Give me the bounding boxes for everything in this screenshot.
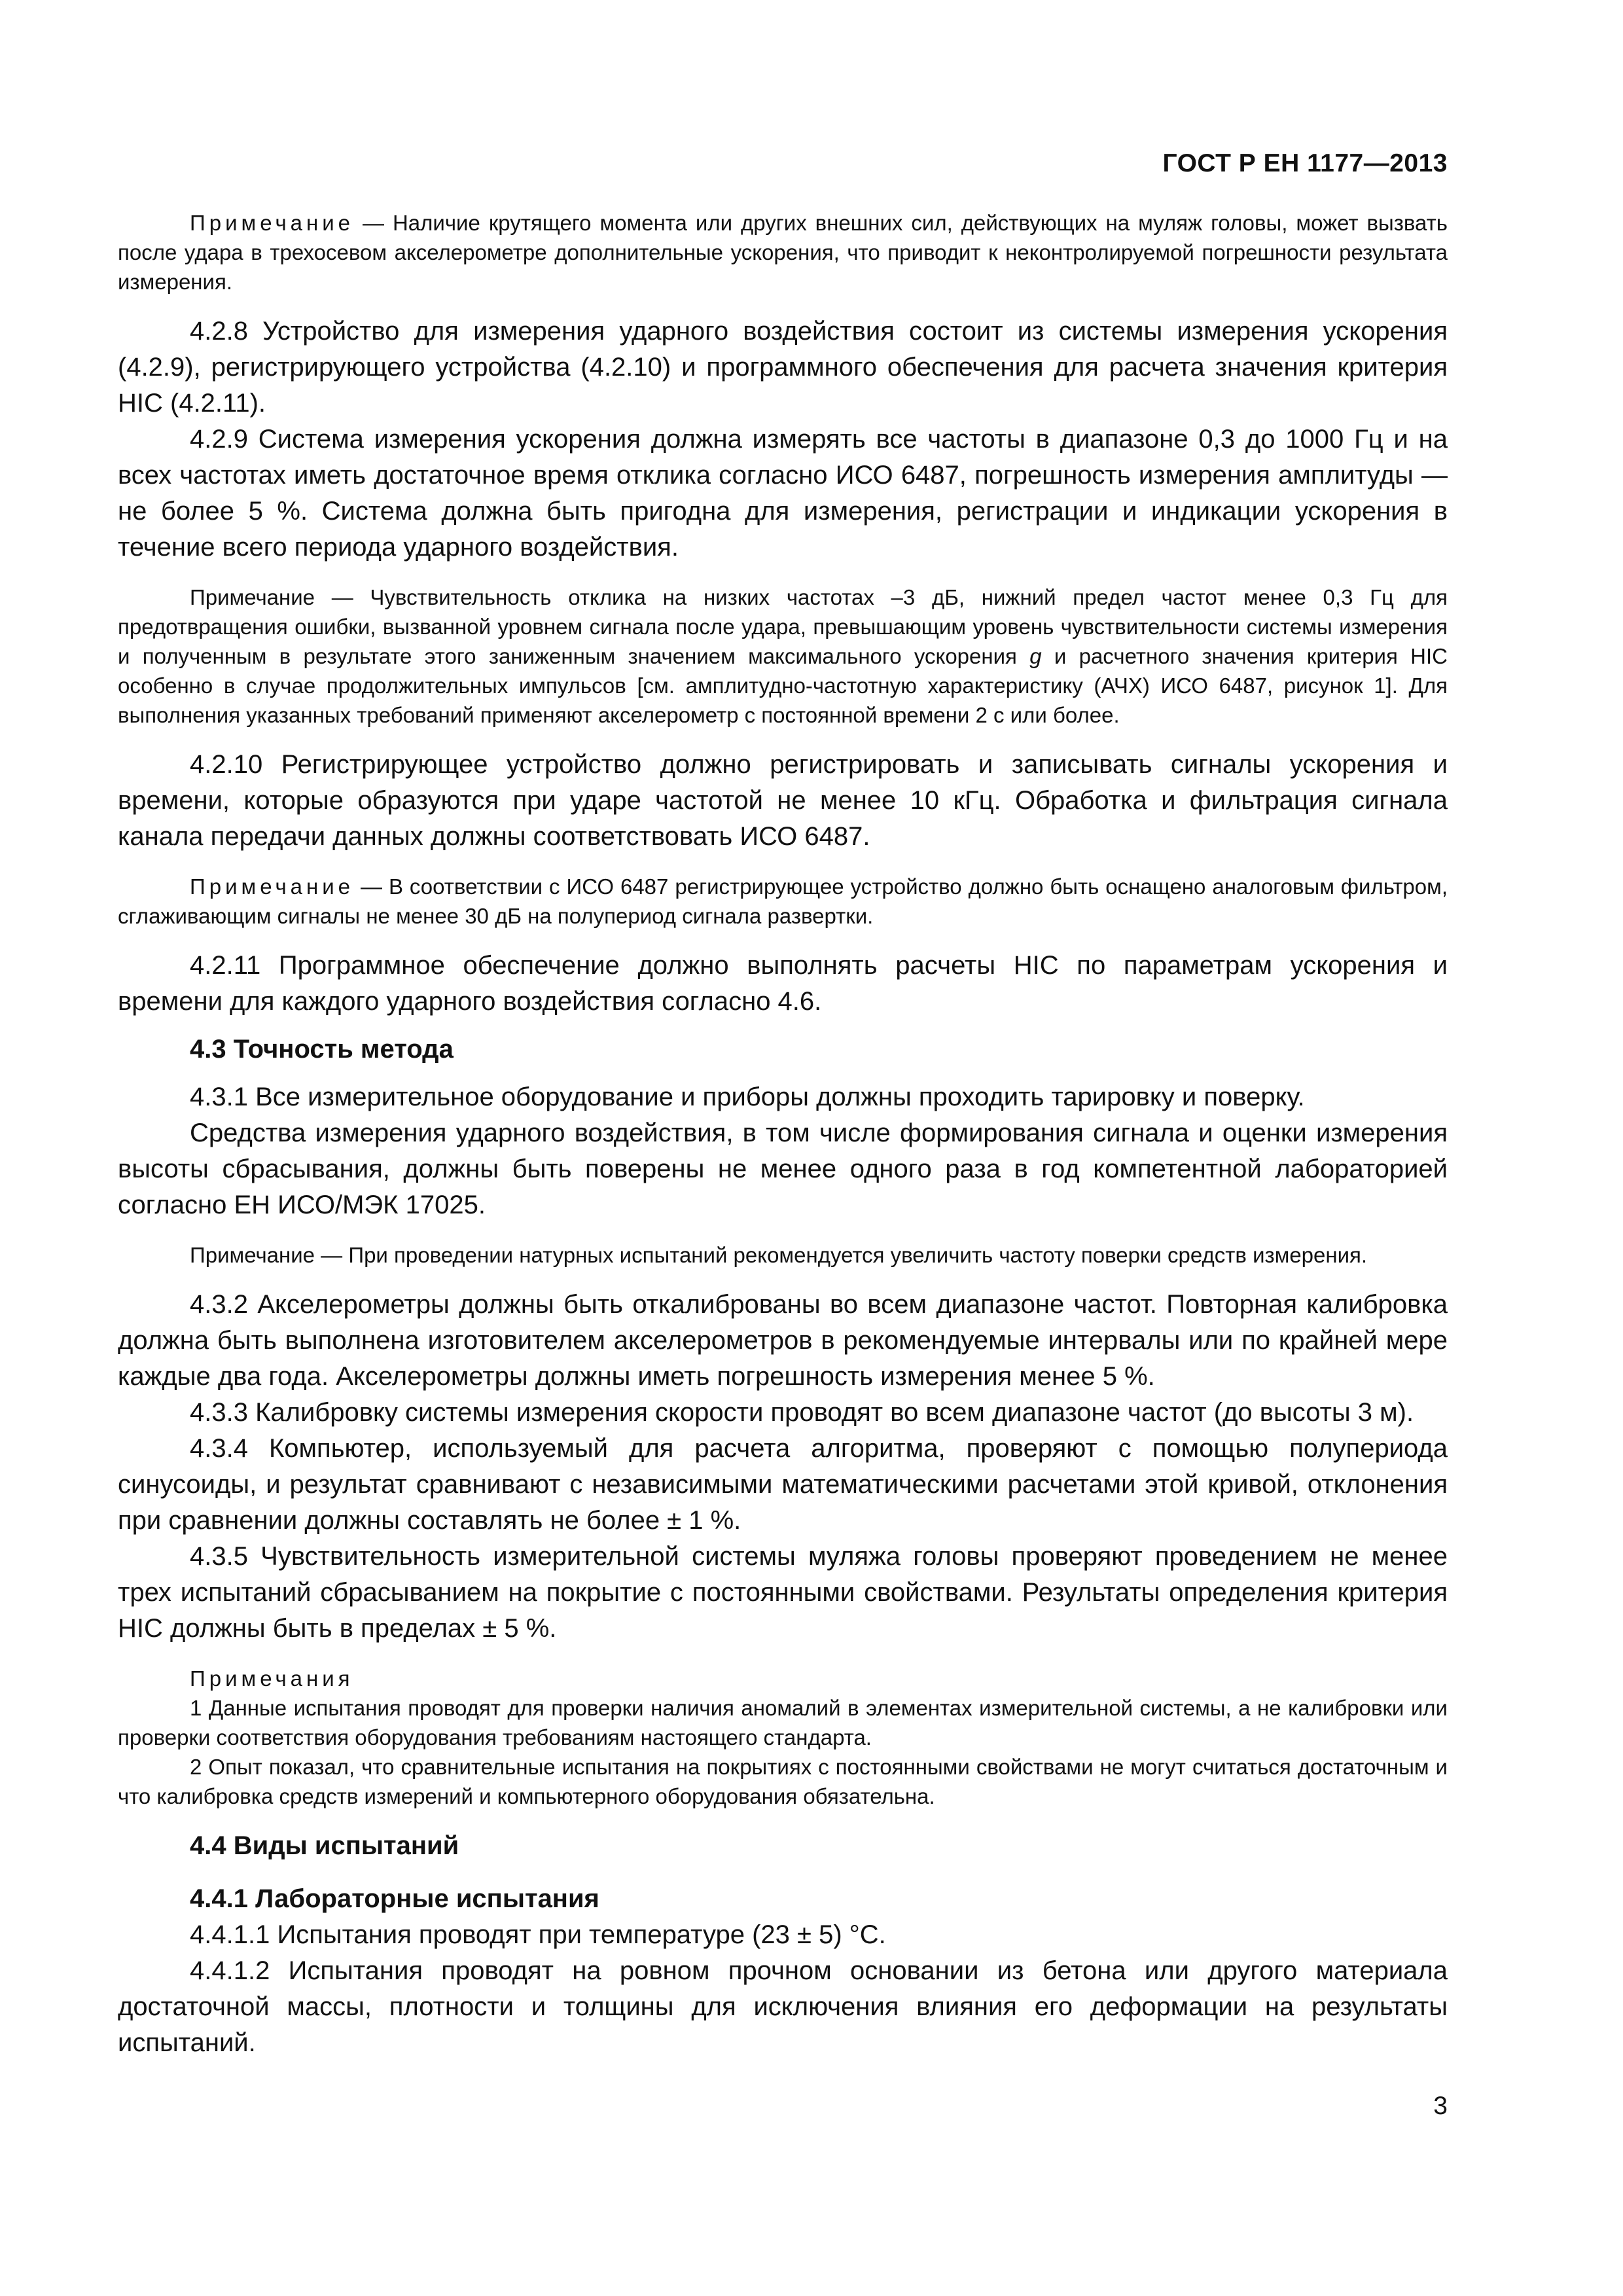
document-code-header: ГОСТ Р ЕН 1177—2013: [1162, 149, 1448, 177]
clause-4-3-3: 4.3.3 Калибровку системы измерения скорости проводят во всем диапазоне частот (до высоты 3 м).: [190, 1398, 1414, 1427]
note-text: Примечание — Чувствительность отклика на низких частотах –3 дБ, нижний предел частот менее 0,3 Гц для предотвращения ошибки, вызванной уровнем сигнала после удара, превышающим уровень чувствительности системы измерения и полученным в результате этого заниженным значением максимального ускорения: [118, 585, 1448, 668]
variable-g: g: [1029, 644, 1042, 668]
clause-4-2-10: 4.2.10 Регистрирующее устройство должно регистрировать и записывать сигналы ускорения и времени, которые образуются при ударе частотой не менее 10 кГц. Обработка и фильтрация сигнала канала передачи данных должны соответствовать ИСО 6487.: [118, 750, 1448, 851]
note-text: и расчетного значения критерия HIC особенно в случае продолжительных импульсов [см. амплитудно-частотную характеристику (АЧХ) ИСО 6487, рисунок 1]. Для выполнения указанных требований применяют акселерометр с постоянной времени 2 с или более.: [118, 644, 1448, 727]
notes-label: Примечания: [190, 1666, 354, 1691]
note-text: — В соответствии с ИСО 6487 регистрирующее устройство должно быть оснащено аналоговым фильтром, сглаживающим сигналы не менее 30 дБ на полупериод сигнала развертки.: [118, 874, 1448, 928]
notes-heading: [118, 1664, 1448, 1693]
clause-4-3-1: 4.3.1 Все измерительное оборудование и приборы должны проходить тарировку и поверку.: [190, 1083, 1305, 1111]
note-calibration-frequency: Примечание — При проведении натурных испытаний рекомендуется увеличить частоту поверки средств измерения.: [190, 1243, 1368, 1267]
note-torque: [118, 208, 1448, 296]
note-label: Примечание: [190, 874, 355, 899]
document-body: [118, 208, 1448, 2061]
clause-4-4-1-1: 4.4.1.1 Испытания проводят при температуре (23 ± 5) °С.: [190, 1920, 886, 1949]
note-text: — Наличие крутящего момента или других внешних сил, действующих на муляж головы, может вызвать после удара в трехосевом акселерометре дополнительные ускорения, что приводит к неконтролируемой погрешности результата измерения.: [118, 211, 1448, 294]
note-label: Примечание: [190, 211, 355, 235]
clause-4-3-2: 4.3.2 Акселерометры должны быть откалиброваны во всем диапазоне частот. Повторная калибровка должна быть выполнена изготовителем акселерометров в рекомендуемые интервалы или по крайней мере каждые два года. Акселерометры должны иметь погрешность измерения менее 5 %.: [118, 1290, 1448, 1391]
note-item-1: 1 Данные испытания проводят для проверки наличия аномалий в элементах измерительной системы, а не калибровки или проверки соответствия оборудования требованиям настоящего стандарта.: [118, 1696, 1448, 1749]
clause-4-2-8: 4.2.8 Устройство для измерения ударного воздействия состоит из системы измерения ускорения (4.2.9), регистрирующего устройства (4.2.10) и программного обеспечения для расчета значения критерия HIC (4.2.11).: [118, 317, 1448, 418]
section-heading-4-3: 4.3 Точность метода: [190, 1035, 454, 1064]
note-filter: [118, 872, 1448, 931]
clause-4-2-11: 4.2.11 Программное обеспечение должно выполнять расчеты HIC по параметрам ускорения и времени для каждого ударного воздействия согласно 4.6.: [118, 951, 1448, 1016]
section-heading-4-4: 4.4 Виды испытаний: [190, 1831, 459, 1860]
note-item-2: 2 Опыт показал, что сравнительные испытания на покрытиях с постоянными свойствами не могут считаться достаточным и что калибровка средств измерений и компьютерного оборудования обязательна.: [118, 1755, 1448, 1808]
note-sensitivity: [118, 583, 1448, 730]
clause-4-3-1-continued: Средства измерения ударного воздействия, в том числе формирования сигнала и оценки измерения высоты сбрасывания, должны быть поверены не менее одного раза в год компетентной лабораторией согласно ЕН ИСО/МЭК 17025.: [118, 1119, 1448, 1219]
clause-4-2-9: 4.2.9 Система измерения ускорения должна измерять все частоты в диапазоне 0,3 до 1000 Гц и на всех частотах иметь достаточное время отклика согласно ИСО 6487, погрешность измерения амплитуды — не более 5 %. Система должна быть пригодна для измерения, регистрации и индикации ускорения в течение всего периода ударного воздействия.: [118, 425, 1448, 562]
page-number: 3: [1433, 2092, 1448, 2120]
clause-4-3-4: 4.3.4 Компьютер, используемый для расчета алгоритма, проверяют с помощью полупериода синусоиды, и результат сравнивают с независимыми математическими расчетами этой кривой, отклонения при сравнении должны составлять не более ± 1 %.: [118, 1434, 1448, 1535]
clause-4-4-1-2: 4.4.1.2 Испытания проводят на ровном прочном основании из бетона или другого материала достаточной массы, плотности и толщины для исключения влияния его деформации на результаты испытаний.: [118, 1956, 1448, 2057]
clause-4-3-5: 4.3.5 Чувствительность измерительной системы муляжа головы проверяют проведением не менее трех испытаний сбрасыванием на покрытие с постоянными свойствами. Результаты определения критерия HIC должны быть в пределах ± 5 %.: [118, 1542, 1448, 1643]
subsection-heading-4-4-1: 4.4.1 Лабораторные испытания: [190, 1884, 599, 1913]
